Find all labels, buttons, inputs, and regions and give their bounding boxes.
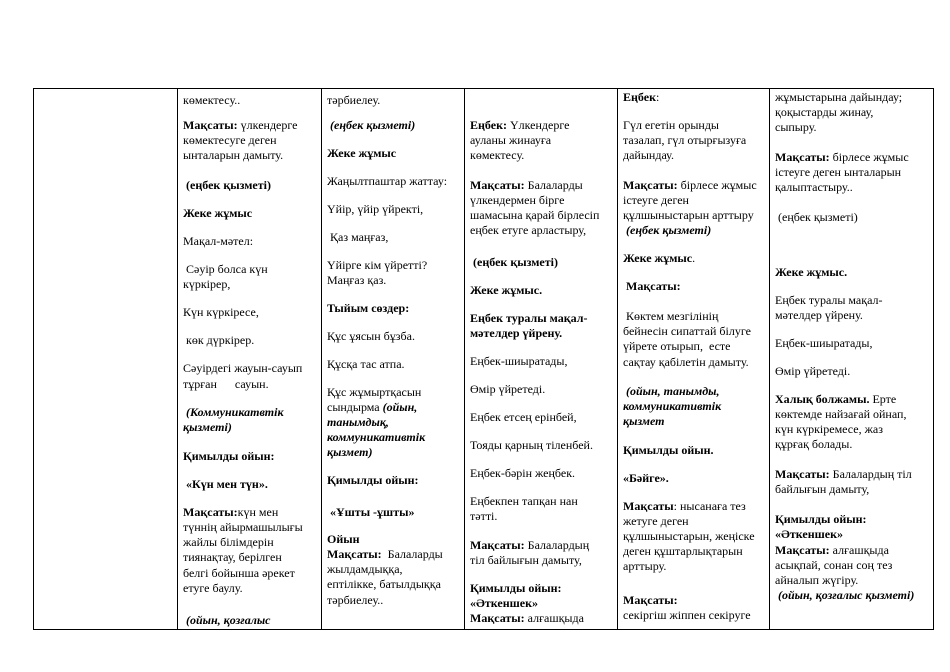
text-run: Гүл егетін орынды [623, 118, 719, 132]
text-run: Еңбек туралы мақал- [775, 293, 883, 307]
text-run: (ойын, [379, 400, 418, 414]
text-run: жетуге деген [623, 514, 689, 528]
text-run: Балалардың тіл [829, 467, 912, 481]
cell-text-line [183, 581, 318, 595]
text-run: Мақсаты: [623, 593, 678, 607]
cell-text-line [623, 90, 766, 104]
cell-text-line [623, 544, 766, 558]
text-run: танымдық, [327, 415, 389, 429]
text-run: Қимылды ойын: [470, 581, 562, 595]
text-run: «Күн мен түн». [183, 477, 268, 491]
cell-text-line [327, 357, 461, 371]
text-run: Мақсаты [623, 499, 674, 513]
text-run: Еңбек-бәрін жеңбек. [470, 466, 576, 480]
text-run: қызмет [623, 414, 665, 428]
cell-text-line [775, 543, 930, 557]
text-run: күркірер, [183, 277, 231, 291]
text-run: (ойын, қозғалыс [183, 613, 271, 627]
text-run: сындырма [327, 400, 380, 414]
cell-text-line [623, 208, 766, 222]
text-run: Мақсаты: [327, 547, 382, 561]
cell-text-line [470, 311, 614, 325]
text-run: Үлкендерге [507, 118, 570, 132]
cell-text-line [183, 505, 318, 519]
text-run: Қимылды ойын: [183, 449, 275, 463]
cell-text-line [775, 308, 930, 322]
text-run: қызмет) [327, 445, 373, 459]
cell-text-line [327, 273, 461, 287]
plan-cell-col-2 [178, 89, 322, 630]
cell-text-line [623, 193, 766, 207]
cell-text-line [183, 178, 318, 192]
text-run: жұмыстарына дайындау; [775, 90, 903, 104]
cell-text-line [470, 326, 614, 340]
cell-text-line [775, 150, 930, 164]
text-run: бейнесін сипаттай білуге [623, 324, 751, 338]
text-run: Еңбек [623, 90, 656, 104]
text-run: Балаларды [381, 547, 443, 561]
text-run: сақтау қабілетін дамыту. [623, 355, 749, 369]
text-run: тәрбиелеу.. [327, 593, 384, 607]
text-run: Мақсаты: [775, 543, 830, 557]
text-run: көктемде найзағай ойнап, [775, 407, 907, 421]
cell-text-line [470, 148, 614, 162]
text-run: құлшыныстарын арттыру [623, 208, 754, 222]
cell-text-line [470, 410, 614, 424]
text-run: (ойын, қозғалыс қызметі) [775, 588, 915, 602]
cell-text-line [775, 210, 930, 224]
text-run: Мақсаты: [183, 118, 238, 132]
text-run: Қаз маңғаз, [327, 230, 389, 244]
cell-text-line [470, 382, 614, 396]
cell-text-line [183, 234, 318, 248]
cell-text-line [623, 499, 766, 513]
cell-text-line [327, 202, 461, 216]
text-run: үлкендермен бірге [470, 193, 565, 207]
text-run: белгі бойынша әрекет [183, 566, 295, 580]
text-run: күн күркіремесе, жаз [775, 422, 883, 436]
text-run: қызметі) [183, 420, 232, 434]
text-run: қалыптастыру.. [775, 180, 853, 194]
text-run: Күн күркіресе, [183, 305, 259, 319]
cell-text-line [470, 581, 614, 595]
cell-text-line [327, 258, 461, 272]
cell-text-line [183, 420, 318, 434]
text-run: Мақал-мәтел: [183, 234, 254, 248]
cell-text-line [775, 573, 930, 587]
text-run: бірлесе жұмыс [829, 150, 909, 164]
cell-text-line [183, 613, 318, 627]
text-run: Өмір үйретеді. [775, 364, 851, 378]
cell-text-line [775, 482, 930, 496]
cell-text-line [327, 93, 461, 107]
text-run: тазалап, гүл отырғызуға [623, 133, 747, 147]
plan-cell-col-4 [465, 89, 618, 630]
cell-text-line [775, 437, 930, 451]
cell-text-line [183, 449, 318, 463]
text-run: Қимылды ойын. [623, 443, 714, 457]
plan-cell-col-1 [34, 89, 178, 630]
cell-text-line [327, 301, 461, 315]
cell-text-line [183, 405, 318, 419]
text-run: (еңбек қызметі) [327, 118, 416, 132]
cell-text-line [470, 466, 614, 480]
cell-text-line [327, 505, 461, 519]
text-run: жайлы білімдерін [183, 535, 274, 549]
cell-text-line [327, 445, 461, 459]
text-run: Балаларды [524, 178, 583, 192]
cell-text-line [775, 120, 930, 134]
text-run: дайындау. [623, 148, 674, 162]
cell-text-line [623, 178, 766, 192]
text-run: Құс жұмыртқасын [327, 385, 422, 399]
text-run: Мақсаты: [775, 467, 830, 481]
text-run: алғашқыда [829, 543, 889, 557]
plan-cell-col-3 [322, 89, 465, 630]
plan-cell-col-6 [770, 89, 934, 630]
text-run: сыпыру. [775, 120, 817, 134]
cell-text-line [470, 596, 614, 610]
text-run: Мақсаты: [470, 611, 525, 625]
text-run: үйрете отырып, есте [623, 339, 731, 353]
cell-text-line [623, 339, 766, 353]
text-run: Жаңылтпаштар жаттау: [327, 174, 448, 188]
text-run: коммуникативтік [623, 399, 722, 413]
text-run: тиянақтау, берілген [183, 550, 282, 564]
text-run: (еңбек қызметі) [470, 255, 558, 269]
cell-text-line [327, 577, 461, 591]
text-run: Маңғаз қаз. [327, 273, 387, 287]
cell-text-line [623, 529, 766, 543]
plan-cell-col-5 [618, 89, 770, 630]
text-run: көмектесу.. [183, 93, 241, 107]
text-run: айналып жүгіру. [775, 573, 859, 587]
cell-text-line [623, 384, 766, 398]
cell-text-line [775, 364, 930, 378]
text-run: Мақсаты: [183, 505, 238, 519]
cell-text-line [775, 265, 930, 279]
cell-text-line [183, 133, 318, 147]
cell-text-line [623, 355, 766, 369]
cell-text-line [623, 608, 766, 622]
cell-text-line [470, 509, 614, 523]
text-run: Құсқа тас атпа. [327, 357, 405, 371]
text-run: Еңбек-шиыратады, [775, 336, 873, 350]
cell-text-line [327, 562, 461, 576]
text-run: Халық болжамы. [775, 392, 870, 406]
table-row [34, 89, 934, 630]
cell-text-line [470, 133, 614, 147]
cell-text-line [623, 514, 766, 528]
text-run: құрғақ болады. [775, 437, 853, 451]
cell-text-line [183, 535, 318, 549]
text-run: көк дүркірер. [183, 333, 255, 347]
cell-text-line [775, 407, 930, 421]
text-run: еңбек етуге арластыру, [470, 223, 587, 237]
cell-text-line [327, 430, 461, 444]
text-run: . [692, 251, 696, 265]
cell-text-line [775, 336, 930, 350]
text-run: бірлесе жұмыс [677, 178, 757, 192]
cell-text-line [623, 279, 766, 293]
text-run: арттыру. [623, 559, 667, 573]
cell-text-line [775, 392, 930, 406]
text-run: мәтелдер үйрену. [775, 308, 863, 322]
text-run: (еңбек қызметі) [623, 223, 712, 237]
text-run: Мақсаты: [470, 178, 525, 192]
text-run: тұрған сауын. [183, 377, 269, 391]
cell-text-line [470, 178, 614, 192]
text-run: ауланы жинауға [470, 133, 552, 147]
cell-text-line [623, 324, 766, 338]
cell-text-line [327, 400, 461, 414]
cell-text-line [183, 262, 318, 276]
cell-text-line [470, 193, 614, 207]
cell-text-line [470, 255, 614, 269]
cell-text-line [470, 223, 614, 237]
cell-text-line [327, 385, 461, 399]
text-run: Құс ұясын бұзба. [327, 329, 415, 343]
cell-text-line [183, 333, 318, 347]
cell-text-line [470, 611, 614, 625]
cell-text-line [327, 118, 461, 132]
cell-text-line [470, 118, 614, 132]
cell-text-line [183, 361, 318, 375]
text-run: шамасына қарай бірлесіп [470, 208, 600, 222]
text-run: Ойын [327, 532, 360, 546]
cell-text-line [327, 146, 461, 160]
cell-text-line [183, 148, 318, 162]
cell-text-line [327, 230, 461, 244]
text-run: үлкендерге [237, 118, 298, 132]
plan-table [33, 88, 934, 630]
cell-text-line [183, 93, 318, 107]
text-run: Еңбек: [470, 118, 507, 132]
cell-text-line [775, 90, 930, 104]
cell-text-line [623, 443, 766, 457]
cell-text-line [623, 471, 766, 485]
text-run: жылдамдыққа, [327, 562, 403, 576]
cell-text-line [623, 399, 766, 413]
cell-text-line [775, 467, 930, 481]
text-run: істеуге деген ынталарын [775, 165, 902, 179]
text-run: түннің айырмашылығы [183, 520, 303, 534]
text-run: коммуникативтік [327, 430, 426, 444]
text-run: ептілікке, батылдыққа [327, 577, 441, 591]
cell-text-line [623, 593, 766, 607]
cell-text-line [470, 208, 614, 222]
text-run: (ойын, танымды, [623, 384, 720, 398]
text-run: мәтелдер үйрену. [470, 326, 563, 340]
text-run: етуге баулу. [183, 581, 243, 595]
text-run: «Әткеншек» [775, 527, 843, 541]
text-run: Қимылды ойын: [327, 473, 419, 487]
cell-text-line [623, 309, 766, 323]
cell-text-line [775, 293, 930, 307]
text-run: Өмір үйретеді. [470, 382, 546, 396]
cell-text-line [183, 305, 318, 319]
text-run: Еңбек туралы мақал- [470, 311, 588, 325]
text-run: : [656, 90, 660, 104]
cell-text-line [470, 438, 614, 452]
cell-text-line [183, 377, 318, 391]
cell-text-line [327, 547, 461, 561]
text-run: Мақсаты: [470, 538, 525, 552]
text-run: Жеке жұмыс [183, 206, 253, 220]
cell-text-line [183, 118, 318, 132]
cell-text-line [623, 414, 766, 428]
text-run: Сәуірдегі жауын-сауып [183, 361, 303, 375]
text-run: көмектесуге деген [183, 133, 277, 147]
cell-text-line [775, 558, 930, 572]
cell-text-line [775, 588, 930, 602]
cell-text-line [470, 553, 614, 567]
text-run: Еңбек-шиыратады, [470, 354, 568, 368]
text-run: Жеке жұмыс [327, 146, 397, 160]
text-run: «Ұшты -ұшты» [327, 505, 415, 519]
text-run: Жеке жұмыс. [775, 265, 848, 279]
cell-text-line [183, 206, 318, 220]
cell-text-line [327, 415, 461, 429]
text-run: көмектесу. [470, 148, 525, 162]
text-run: деген құштарлықтарын [623, 544, 743, 558]
text-run: Қимылды ойын: [775, 512, 867, 526]
text-run: Ерте [869, 392, 897, 406]
text-run: Тыйым сөздер: [327, 301, 410, 315]
text-run: Тояды қарның тіленбей. [470, 438, 593, 452]
cell-text-line [327, 174, 461, 188]
cell-text-line [775, 165, 930, 179]
text-run: (еңбек қызметі) [775, 210, 858, 224]
cell-text-line [327, 329, 461, 343]
cell-text-line [470, 538, 614, 552]
cell-text-line [775, 105, 930, 119]
cell-text-line [623, 148, 766, 162]
cell-text-line [623, 133, 766, 147]
text-run: тіл байлығын дамыту, [470, 553, 582, 567]
text-run: (Коммуникатвтік [183, 405, 284, 419]
text-run: секіргіш жіппен секіруге [623, 608, 751, 622]
cell-text-line [183, 520, 318, 534]
text-run: Үйірге кім үйретті? [327, 258, 428, 272]
cell-text-line [623, 559, 766, 573]
text-run: : нысанаға тез [673, 499, 746, 513]
text-run: Балалардың [524, 538, 590, 552]
cell-text-line [775, 527, 930, 541]
text-run: істеуге деген [623, 193, 689, 207]
text-run: Мақсаты: [623, 279, 681, 293]
text-run: «Бәйге». [623, 471, 669, 485]
text-run: Жеке жұмыс [623, 251, 693, 265]
cell-text-line [775, 180, 930, 194]
cell-text-line [470, 354, 614, 368]
cell-text-line [183, 566, 318, 580]
text-run: Еңбекпен тапқан нан [470, 494, 578, 508]
text-run: ынталарын дамыту. [183, 148, 284, 162]
text-run: алғашқыда [524, 611, 584, 625]
cell-text-line [623, 251, 766, 265]
cell-text-line [623, 223, 766, 237]
text-run: (еңбек қызметі) [183, 178, 271, 192]
cell-text-line [327, 532, 461, 546]
text-run: Жеке жұмыс. [470, 283, 543, 297]
cell-text-line [327, 473, 461, 487]
cell-text-line [327, 593, 461, 607]
cell-text-line [470, 494, 614, 508]
text-run: құлшыныстарын, жеңіске [623, 529, 755, 543]
text-run: Көктем мезгілінің [623, 309, 719, 323]
text-run: Еңбек етсең ерінбей, [470, 410, 577, 424]
text-run: байлығын дамыту, [775, 482, 870, 496]
text-run: күн мен [237, 505, 279, 519]
cell-text-line [470, 283, 614, 297]
cell-text-line [183, 550, 318, 564]
text-run: Мақсаты: [623, 178, 678, 192]
text-run: Сәуір болса күн [183, 262, 268, 276]
cell-text-line [183, 277, 318, 291]
cell-text-line [775, 512, 930, 526]
text-run: қоқыстарды жинау, [775, 105, 874, 119]
text-run: тәтті. [470, 509, 498, 523]
text-run: Мақсаты: [775, 150, 830, 164]
text-run: асықпай, сонан соң тез [775, 558, 893, 572]
cell-text-line [183, 477, 318, 491]
cell-text-line [623, 118, 766, 132]
text-run: Үйір, үйір үйректі, [327, 202, 424, 216]
text-run: тәрбиелеу. [327, 93, 381, 107]
text-run: «Әткеншек» [470, 596, 538, 610]
cell-text-line [775, 422, 930, 436]
